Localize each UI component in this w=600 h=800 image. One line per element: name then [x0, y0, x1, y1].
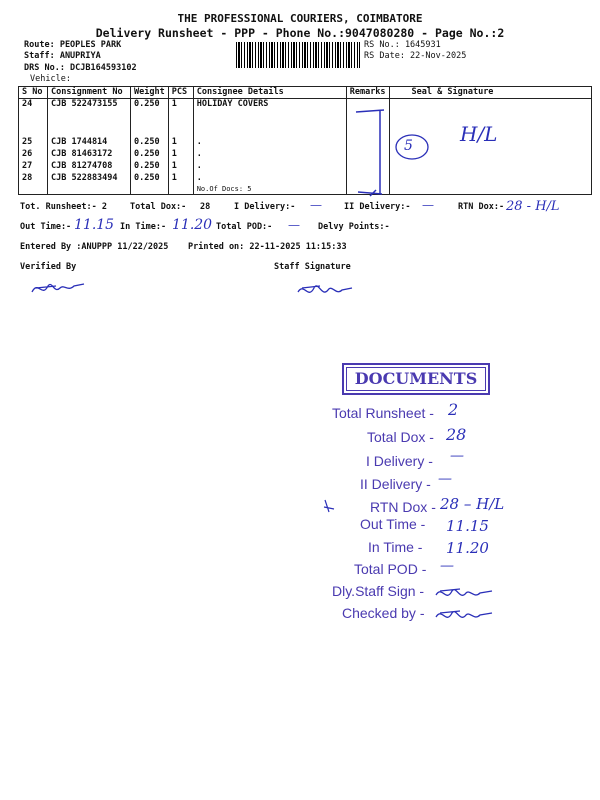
- table-row: [19, 173, 592, 185]
- row-weight: 0.250: [131, 99, 169, 137]
- stamp-label-dly-staff-sign: Dly.Staff Sign -: [332, 583, 425, 599]
- stamp-checked-by-signature: [432, 605, 496, 627]
- row-pcs: 1: [168, 137, 193, 149]
- stamp-label-total-runsheet: Total Runsheet -: [332, 405, 434, 421]
- row-consignment: CJB 81274708: [48, 161, 131, 173]
- runsheet-table: [18, 86, 592, 195]
- staff-signature: [294, 278, 356, 302]
- company-title: THE PROFESSIONAL COURIERS, COIMBATORE: [177, 12, 423, 25]
- ii-delivery-label: II Delivery:-: [344, 202, 411, 212]
- row-details: HOLIDAY COVERS: [193, 99, 346, 137]
- stamp-value-total-runsheet: 2: [448, 400, 459, 419]
- row-details: .: [193, 173, 346, 185]
- stamp-dly-staff-signature: [432, 583, 496, 605]
- in-time-hand: 11.20: [172, 217, 213, 233]
- stamp-value-total-dox: 28: [446, 425, 467, 444]
- stamp-label-total-pod: Total POD -: [354, 561, 427, 577]
- out-time-hand: 11.15: [74, 217, 115, 233]
- row-sno: 28: [19, 173, 48, 185]
- printed-on: Printed on: 22-11-2025 11:15:33: [188, 242, 347, 252]
- row-seal: [389, 173, 591, 185]
- ink-mark: [322, 498, 336, 516]
- handwritten-circle-number: 5: [404, 138, 413, 154]
- rtn-dox-hand: 28 - H/L: [506, 199, 560, 214]
- stamp-value-total-pod: —: [440, 558, 454, 574]
- row-consignment: CJB 522473155: [48, 99, 131, 137]
- row-pcs: 1: [168, 161, 193, 173]
- col-pcs: PCS: [168, 87, 193, 99]
- row-sno: 24: [19, 99, 48, 137]
- i-delivery-hand: —: [310, 198, 322, 212]
- row-consignment: CJB 81463172: [48, 149, 131, 161]
- stamp-label-ii-delivery: II Delivery -: [360, 476, 431, 492]
- stamp-label-total-dox: Total Dox -: [367, 429, 434, 445]
- stamp-label-rtn-dox: RTN Dox -: [370, 499, 436, 515]
- table-row-docs: [19, 185, 592, 195]
- ii-delivery-hand: —: [422, 198, 434, 212]
- total-pod-hand: —: [288, 218, 300, 232]
- verified-by-label: Verified By: [20, 262, 77, 272]
- route-label: Route: PEOPLES PARK: [24, 40, 122, 50]
- row-details: .: [193, 149, 346, 161]
- drs-number: DRS No.: DCJB164593102: [24, 63, 137, 73]
- stamp-value-i-delivery: —: [450, 448, 464, 464]
- runsheet-subtitle: Delivery Runsheet - PPP - Phone No.:9047080280 - Page No.:2: [95, 26, 505, 40]
- row-consignment: CJB 522883494: [48, 173, 131, 185]
- table-header-row: [19, 87, 592, 99]
- stamp-value-rtn-dox: 28 – H/L: [440, 495, 505, 513]
- col-consignee: Consignee Details: [193, 87, 346, 99]
- table-row: [19, 161, 592, 173]
- in-time-label: In Time:-: [120, 222, 167, 232]
- barcode: [236, 42, 360, 68]
- row-sno: 27: [19, 161, 48, 173]
- row-details: .: [193, 161, 346, 173]
- documents-stamp: [342, 363, 490, 395]
- row-pcs: 1: [168, 173, 193, 185]
- col-remarks: Remarks: [346, 87, 389, 99]
- row-weight: 0.250: [131, 161, 169, 173]
- table-row: [19, 137, 592, 149]
- no-of-docs: No.Of Docs: 5: [193, 185, 346, 195]
- stamp-value-in-time: 11.20: [446, 539, 489, 557]
- row-weight: 0.250: [131, 149, 169, 161]
- stamp-label-checked-by: Checked by -: [342, 605, 425, 621]
- total-dox-value: 28: [200, 202, 211, 212]
- row-details: .: [193, 137, 346, 149]
- stamp-label-out-time: Out Time -: [360, 516, 426, 532]
- row-pcs: 1: [168, 149, 193, 161]
- total-pod-label: Total POD:-: [216, 222, 273, 232]
- verified-signature: [28, 276, 88, 300]
- row-consignment: CJB 1744814: [48, 137, 131, 149]
- total-dox-label: Total Dox:-: [130, 202, 187, 212]
- staff-signature-label: Staff Signature: [274, 262, 351, 272]
- vehicle-label: Vehicle:: [30, 74, 71, 84]
- handwritten-bracket: [350, 104, 390, 200]
- i-delivery-label: I Delivery:-: [234, 202, 296, 212]
- entered-by: Entered By :ANUPPP 11/22/2025: [20, 242, 169, 252]
- table-row: [19, 99, 592, 137]
- tot-runsheet: Tot. Runsheet:- 2: [20, 202, 107, 212]
- staff-label: Staff: ANUPRIYA: [24, 51, 101, 61]
- table-row: [19, 149, 592, 161]
- rtn-dox-label: RTN Dox:-: [458, 202, 505, 212]
- row-sno: 26: [19, 149, 48, 161]
- handwritten-hl-mark: H/L: [460, 122, 498, 146]
- stamp-label-i-delivery: I Delivery -: [366, 453, 433, 469]
- row-seal: [389, 161, 591, 173]
- col-sno: S No: [19, 87, 48, 99]
- delvy-points-label: Delvy Points:-: [318, 222, 390, 232]
- row-sno: 25: [19, 137, 48, 149]
- col-weight: Weight: [131, 87, 169, 99]
- rs-date: RS Date: 22-Nov-2025: [364, 51, 467, 61]
- row-weight: 0.250: [131, 137, 169, 149]
- col-consignment: Consignment No: [48, 87, 131, 99]
- documents-stamp-title: DOCUMENTS: [354, 369, 478, 388]
- rs-number: RS No.: 1645931: [364, 40, 441, 50]
- stamp-value-out-time: 11.15: [446, 517, 489, 535]
- out-time-label: Out Time:-: [20, 222, 72, 232]
- stamp-label-in-time: In Time -: [368, 539, 423, 555]
- stamp-value-ii-delivery: —: [438, 471, 452, 487]
- row-weight: 0.250: [131, 173, 169, 185]
- col-seal: Seal & Signature: [389, 87, 591, 99]
- row-pcs: 1: [168, 99, 193, 137]
